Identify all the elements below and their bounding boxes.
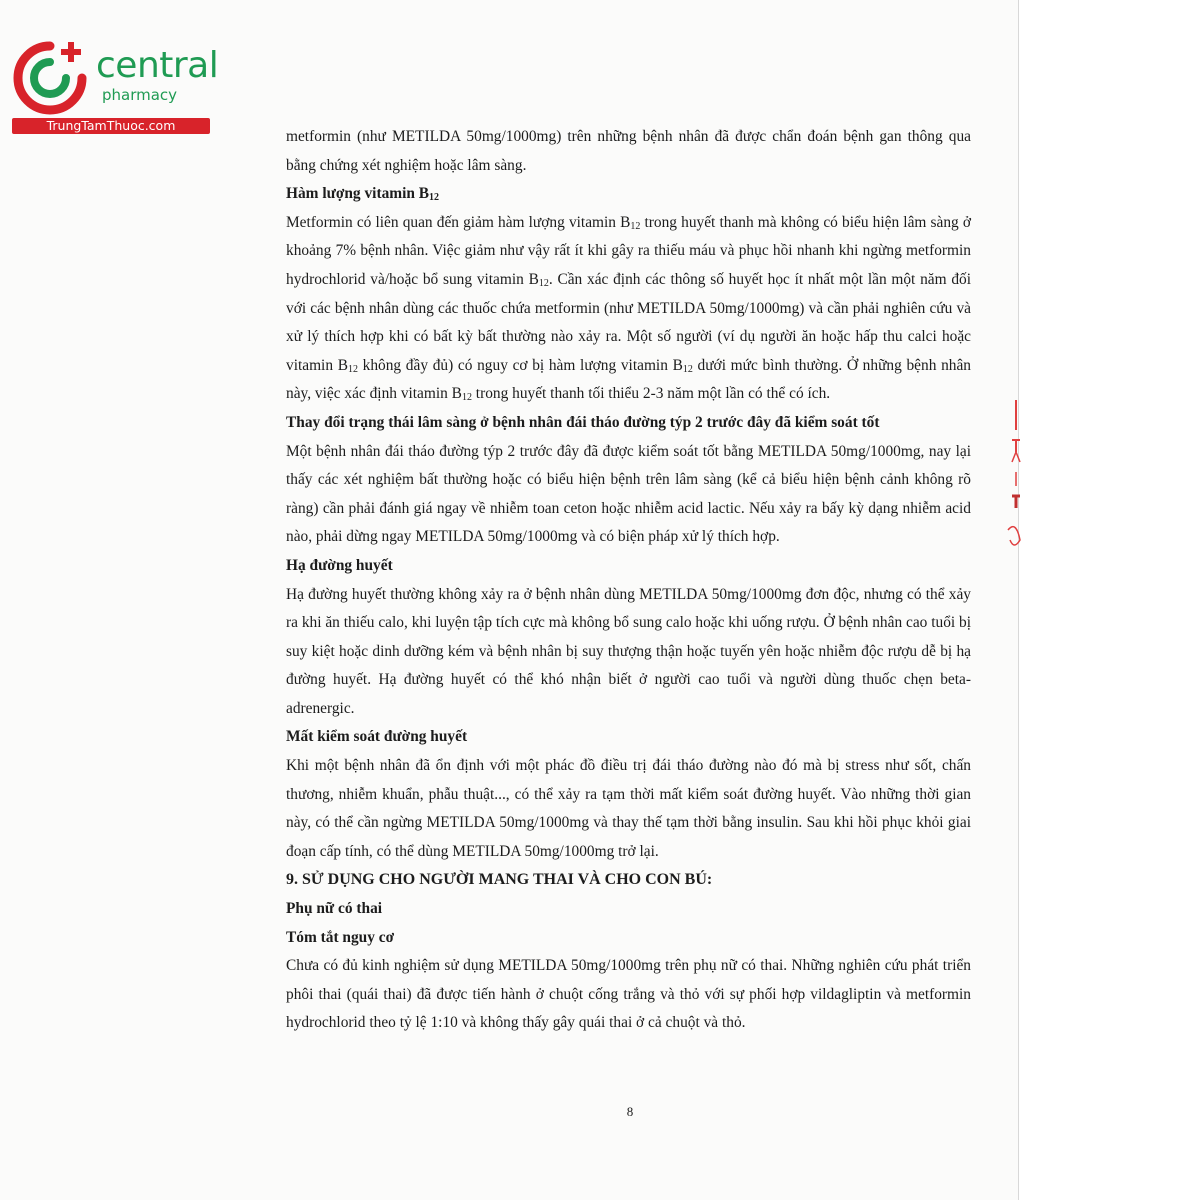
subscript: 12 bbox=[347, 363, 358, 375]
logo-mark-icon bbox=[10, 38, 90, 118]
pharmacy-logo bbox=[10, 38, 219, 138]
logo-site-banner: TrungTamThuoc.com bbox=[12, 118, 210, 134]
paragraph-vitamin-b12 bbox=[286, 209, 971, 409]
text-run: trong huyết thanh tối thiểu 2-3 năm một lần có thể có ích. bbox=[471, 385, 831, 403]
heading-pregnant-women: Phụ nữ có thai bbox=[286, 900, 383, 918]
subscript: 12 bbox=[429, 192, 440, 204]
text-run: Metformin có liên quan đến giảm hàm lượng vitamin B bbox=[286, 213, 631, 231]
page-margin bbox=[1018, 0, 1200, 1200]
paragraph-liver: metformin (như METILDA 50mg/1000mg) trên những bệnh nhân đã được chẩn đoán bệnh gan thông qua bằng chứng xét nghiệm hoặc lâm sàng. bbox=[286, 128, 971, 174]
paragraph-hypoglycemia: Hạ đường huyết thường không xảy ra ở bệnh nhân dùng METILDA 50mg/1000mg đơn độc, nhưng có thể xảy ra khi ăn thiếu calo, khi luyện tập tích cực mà không bổ sung calo hoặc khi uống rượu. Ở bệnh nhân cao tuổi bị suy kiệt hoặc dinh dưỡng kém và bệnh nhân bị suy thượng thận hoặc tuyến yên hoặc nhiễm độc rượu dễ bị hạ đường huyết. Hạ đường huyết có thể khó nhận biết ở người cao tuổi và người dùng thuốc chẹn beta-adrenergic. bbox=[286, 585, 971, 717]
heading-vitamin-b12-text: Hàm lượng vitamin B bbox=[286, 185, 430, 203]
text-run: không đầy đủ) có nguy cơ bị hàm lượng vitamin B bbox=[357, 356, 683, 374]
document-body bbox=[286, 123, 971, 1038]
red-stamp-fragment-icon bbox=[1002, 400, 1022, 560]
page-number: 8 bbox=[626, 1104, 634, 1119]
heading-hypoglycemia: Hạ đường huyết bbox=[286, 556, 393, 574]
paragraph-risk-summary: Chưa có đủ kinh nghiệm sử dụng METILDA 50mg/1000mg trên phụ nữ có thai. Những nghiên cứu phát triển phôi thai (quái thai) đã được tiến hành ở chuột cống trắng và thỏ với sự phối hợp vildagliptin và metformin hydrochlorid theo tỷ lệ 1:10 và không thấy gây quái thai ở cả chuột và thỏ. bbox=[286, 957, 971, 1032]
heading-vitamin-b12 bbox=[286, 180, 971, 209]
text-run: . Cần xác định các thông số huyết học ít nhất một lần một năm đối với các bệnh nhân dùng các thuốc chứa metformin (như METILDA 50mg/1000mg) và cần phải nghiên cứu và xử lý thích hợp khi có bất kỳ bất thường nào xảy ra. Một số người (ví dụ người ăn hoặc hấp thu calci hoặc vitamin B bbox=[286, 270, 971, 374]
logo-subtitle: pharmacy bbox=[102, 86, 178, 104]
logo-wordmark: central bbox=[96, 45, 219, 86]
subscript: 12 bbox=[461, 392, 472, 404]
subscript: 12 bbox=[538, 277, 549, 289]
paragraph-clinical-change: Một bệnh nhân đái tháo đường týp 2 trước đây đã được kiểm soát tốt bằng METILDA 50mg/1000mg, nay lại thấy các xét nghiệm bất thường hoặc có biểu hiện bệnh trên lâm sàng (kể cả biểu hiện bệnh cảnh không rõ ràng) cần phải đánh giá ngay về nhiễm toan ceton hoặc nhiễm acid lactic. Nếu xảy ra bấy kỳ dạng nhiễm acid nào, phải dừng ngay METILDA 50mg/1000mg và có biện pháp xử lý thích hợp. bbox=[286, 442, 971, 546]
subscript: 12 bbox=[682, 363, 693, 375]
section-9-title: 9. SỬ DỤNG CHO NGƯỜI MANG THAI VÀ CHO CON BÚ: bbox=[286, 871, 713, 889]
heading-risk-summary: Tóm tắt nguy cơ bbox=[286, 928, 395, 946]
paragraph-loss-of-control: Khi một bệnh nhân đã ổn định với một phác đồ điều trị đái tháo đường nào đó mà bị stress như sốt, chấn thương, nhiễm khuẩn, phẫu thuật..., có thể xảy ra tạm thời mất kiểm soát đường huyết. Vào những thời gian này, có thể cần ngừng METILDA 50mg/1000mg và thay thế tạm thời bằng insulin. Sau khi hồi phục khỏi giai đoạn cấp tính, có thể dùng METILDA 50mg/1000mg trở lại. bbox=[286, 757, 971, 860]
text-run: dưới mức bình thường. Ở những bệnh nhân này, việc xác định vitamin B bbox=[286, 356, 971, 403]
heading-loss-of-control: Mất kiểm soát đường huyết bbox=[286, 728, 468, 746]
text-run: trong huyết thanh mà không có biểu hiện lâm sàng ở khoảng 7% bệnh nhân. Việc giảm như vậy rất ít khi gây ra thiếu máu và phục hồi nhanh khi ngừng metformin hydrochlorid và/hoặc bổ sung vitamin B bbox=[286, 213, 971, 288]
subscript: 12 bbox=[630, 220, 641, 232]
heading-clinical-change: Thay đổi trạng thái lâm sàng ở bệnh nhân đái tháo đường týp 2 trước đây đã kiểm soát tốt bbox=[286, 413, 880, 431]
